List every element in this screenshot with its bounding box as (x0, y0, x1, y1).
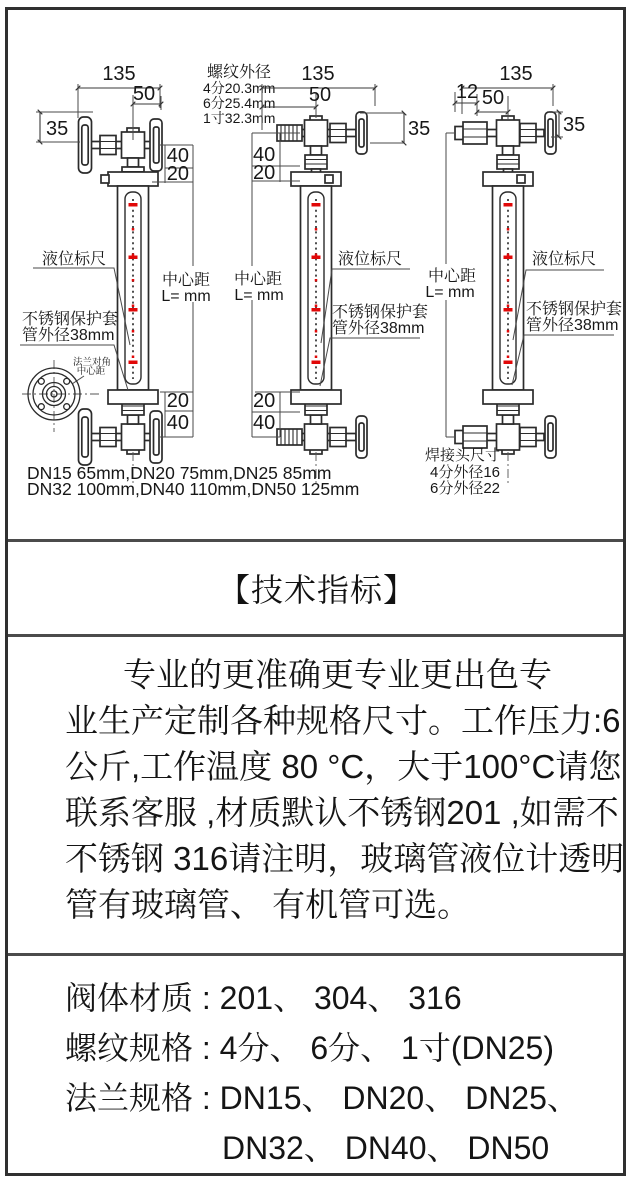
g2-thread-size-3: 1寸32.3mm (203, 110, 276, 126)
g1-dim-40-bottom: 40 (166, 412, 189, 434)
spec-row-body-material: 阀体材质 : 201、 304、 316 (65, 980, 462, 1016)
g2-center-distance-label: 中心距 (233, 271, 283, 288)
g1-sleeve-label-1: 不锈钢保护套 (22, 311, 119, 328)
description-line: 公斤,工作温度 80 °C，大于100°C请您 (65, 748, 622, 785)
g1-dim-135: 135 (102, 63, 136, 85)
g1-dim-20-bottom: 20 (166, 390, 189, 412)
g3-center-distance-label: 中心距 (427, 268, 477, 285)
g2-level-scale-label: 液位标尺 (338, 251, 403, 268)
spec-row-flange-size: 法兰规格 : DN15、 DN20、 DN25、 (65, 1080, 579, 1116)
g3-dim-35: 35 (563, 114, 586, 136)
tech-header-title: 【技术指标】 (217, 571, 416, 608)
g1-dim-35: 35 (46, 118, 69, 140)
g3-sleeve-label-2: 管外径38mm (526, 317, 619, 334)
g1-center-distance-label: 中心距 (161, 272, 211, 289)
description-line: 专业的更准确更专业更出色专 (123, 656, 552, 693)
g2-dim-20-top: 20 (253, 162, 276, 184)
dn-sizes-line-1: DN15 65mm,DN20 75mm,DN25 85mm (27, 463, 332, 483)
g3-weld-title: 焊接头尺寸 (425, 447, 501, 464)
description-line: 业生产定制各种规格尺寸。工作压力:6 (65, 702, 621, 739)
dn-sizes-line-2: DN32 100mm,DN40 110mm,DN50 125mm (27, 479, 360, 499)
g3-dim-50: 50 (481, 87, 505, 109)
g1-dim-50: 50 (132, 83, 156, 105)
g2-dim-20-bottom: 20 (253, 390, 276, 412)
g2-dim-50: 50 (308, 84, 332, 106)
description-line: 不锈钢 316请注明，玻璃管液位计透明 (65, 840, 625, 877)
g3-weld-size-1: 4分外径16 (430, 464, 501, 481)
g1-center-distance-value: L= mm (161, 288, 211, 305)
description-line: 管有玻璃管、 有机管可选。 (65, 886, 471, 923)
g2-sleeve-label-2: 管外径38mm (332, 320, 425, 337)
description-line: 联系客服 ,材质默认不锈钢201 ,如需不 (65, 794, 619, 831)
g3-weld-size-2: 6分外径22 (430, 480, 501, 497)
g2-center-distance-value: L= mm (234, 287, 284, 304)
g1-flange-note-2: 中心距 (76, 366, 106, 377)
g3-center-distance-value: L= mm (425, 284, 475, 301)
g2-dim-40-top: 40 (253, 144, 276, 166)
g2-dim-135: 135 (301, 63, 335, 85)
g2-thread-title: 螺纹外径 (207, 64, 272, 81)
g3-level-scale-label: 液位标尺 (532, 251, 597, 268)
g1-flange-note-1: 法兰对角 (72, 357, 112, 368)
spec-row-thread-size: 螺纹规格 : 4分、 6分、 1寸(DN25) (65, 1030, 554, 1066)
g1-sleeve-label-2: 管外径38mm (22, 327, 115, 344)
g3-dim-12: 12 (455, 81, 479, 103)
g1-dim-40-top: 40 (166, 145, 189, 167)
g3-dim-135: 135 (499, 63, 533, 85)
g2-dim-40-bottom: 40 (253, 412, 276, 434)
g2-sleeve-label-1: 不锈钢保护套 (332, 304, 429, 321)
g2-thread-size-1: 4分20.3mm (203, 80, 276, 96)
g2-dim-35: 35 (408, 118, 431, 140)
g2-thread-size-2: 6分25.4mm (203, 95, 276, 111)
spec-row-flange-size-cont: DN32、 DN40、 DN50 (222, 1130, 550, 1166)
page-border-frame (5, 7, 626, 1176)
g3-sleeve-label-1: 不锈钢保护套 (526, 301, 623, 318)
g1-dim-20-top: 20 (166, 163, 189, 185)
g1-level-scale-label: 液位标尺 (42, 251, 107, 268)
